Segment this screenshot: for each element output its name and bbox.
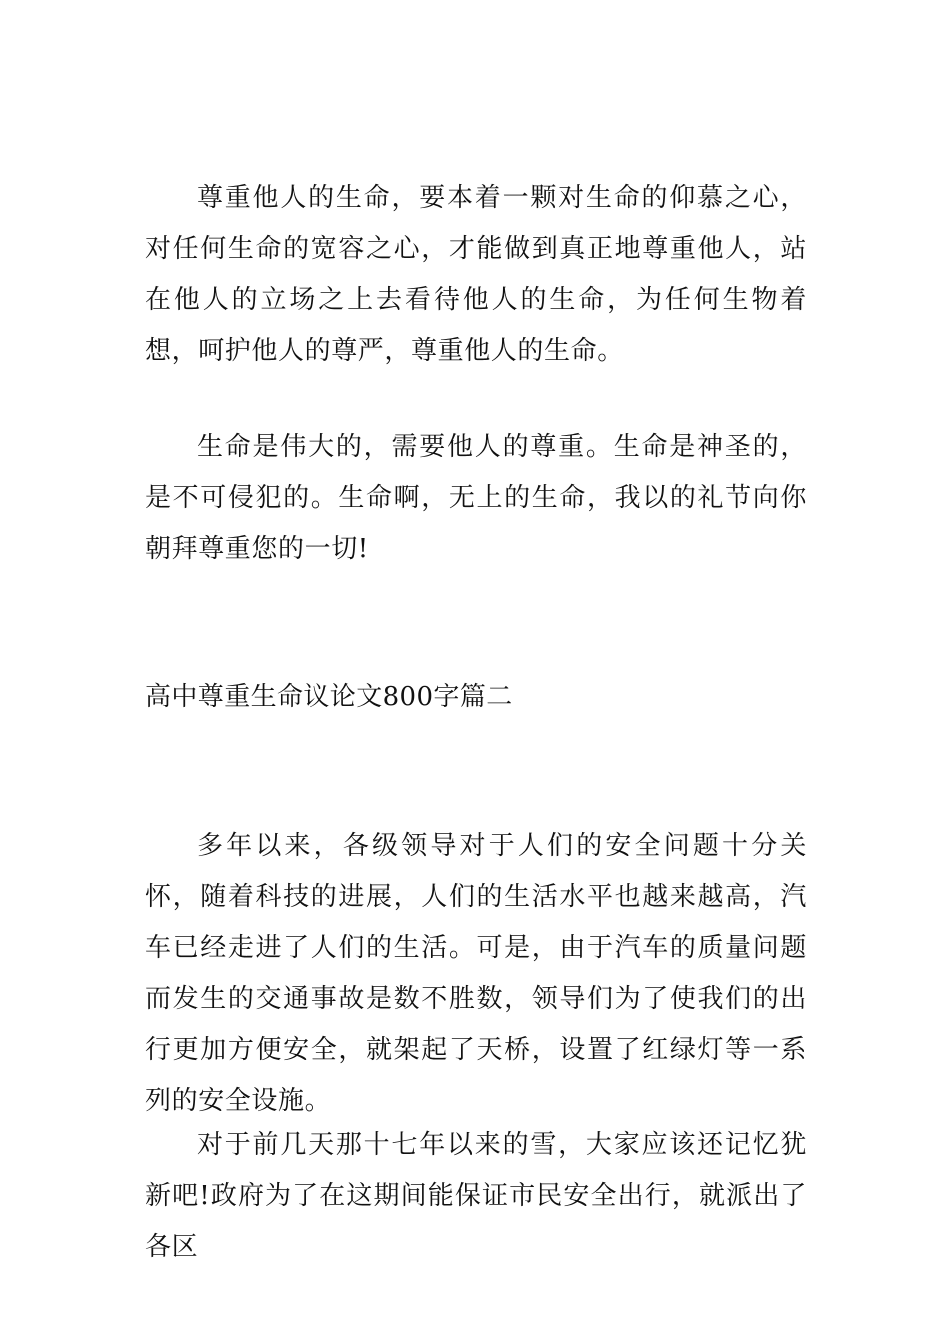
body-paragraph: 多年以来，各级领导对于人们的安全问题十分关怀，随着科技的进展，人们的生活水平也越来越高，汽车已经走进了人们的生活。可是，由于汽车的质量问题而发生的交通事故是数不胜数，领导们为了使我们的出行更加方便安全，就架起了天桥，设置了红绿灯等一系列的安全设施。 [145,831,807,1116]
section-heading: 高中尊重生命议论文800字篇二 [145,682,513,712]
body-paragraph: 尊重他人的生命，要本着一颗对生命的仰慕之心，对任何生命的宽容之心，才能做到真正地尊重他人，站在他人的立场之上去看待他人的生命，为任何生物着想，呵护他人的尊严，尊重他人的生命。 [145,183,807,366]
body-paragraph: 生命是伟大的，需要他人的尊重。生命是神圣的，是不可侵犯的。生命啊，无上的生命，我以的礼节向你朝拜尊重您的一切! [145,432,807,564]
body-paragraph: 对于前几天那十七年以来的雪，大家应该还记忆犹新吧!政府为了在这期间能保证市民安全出行，就派出了各区 [145,1130,807,1262]
